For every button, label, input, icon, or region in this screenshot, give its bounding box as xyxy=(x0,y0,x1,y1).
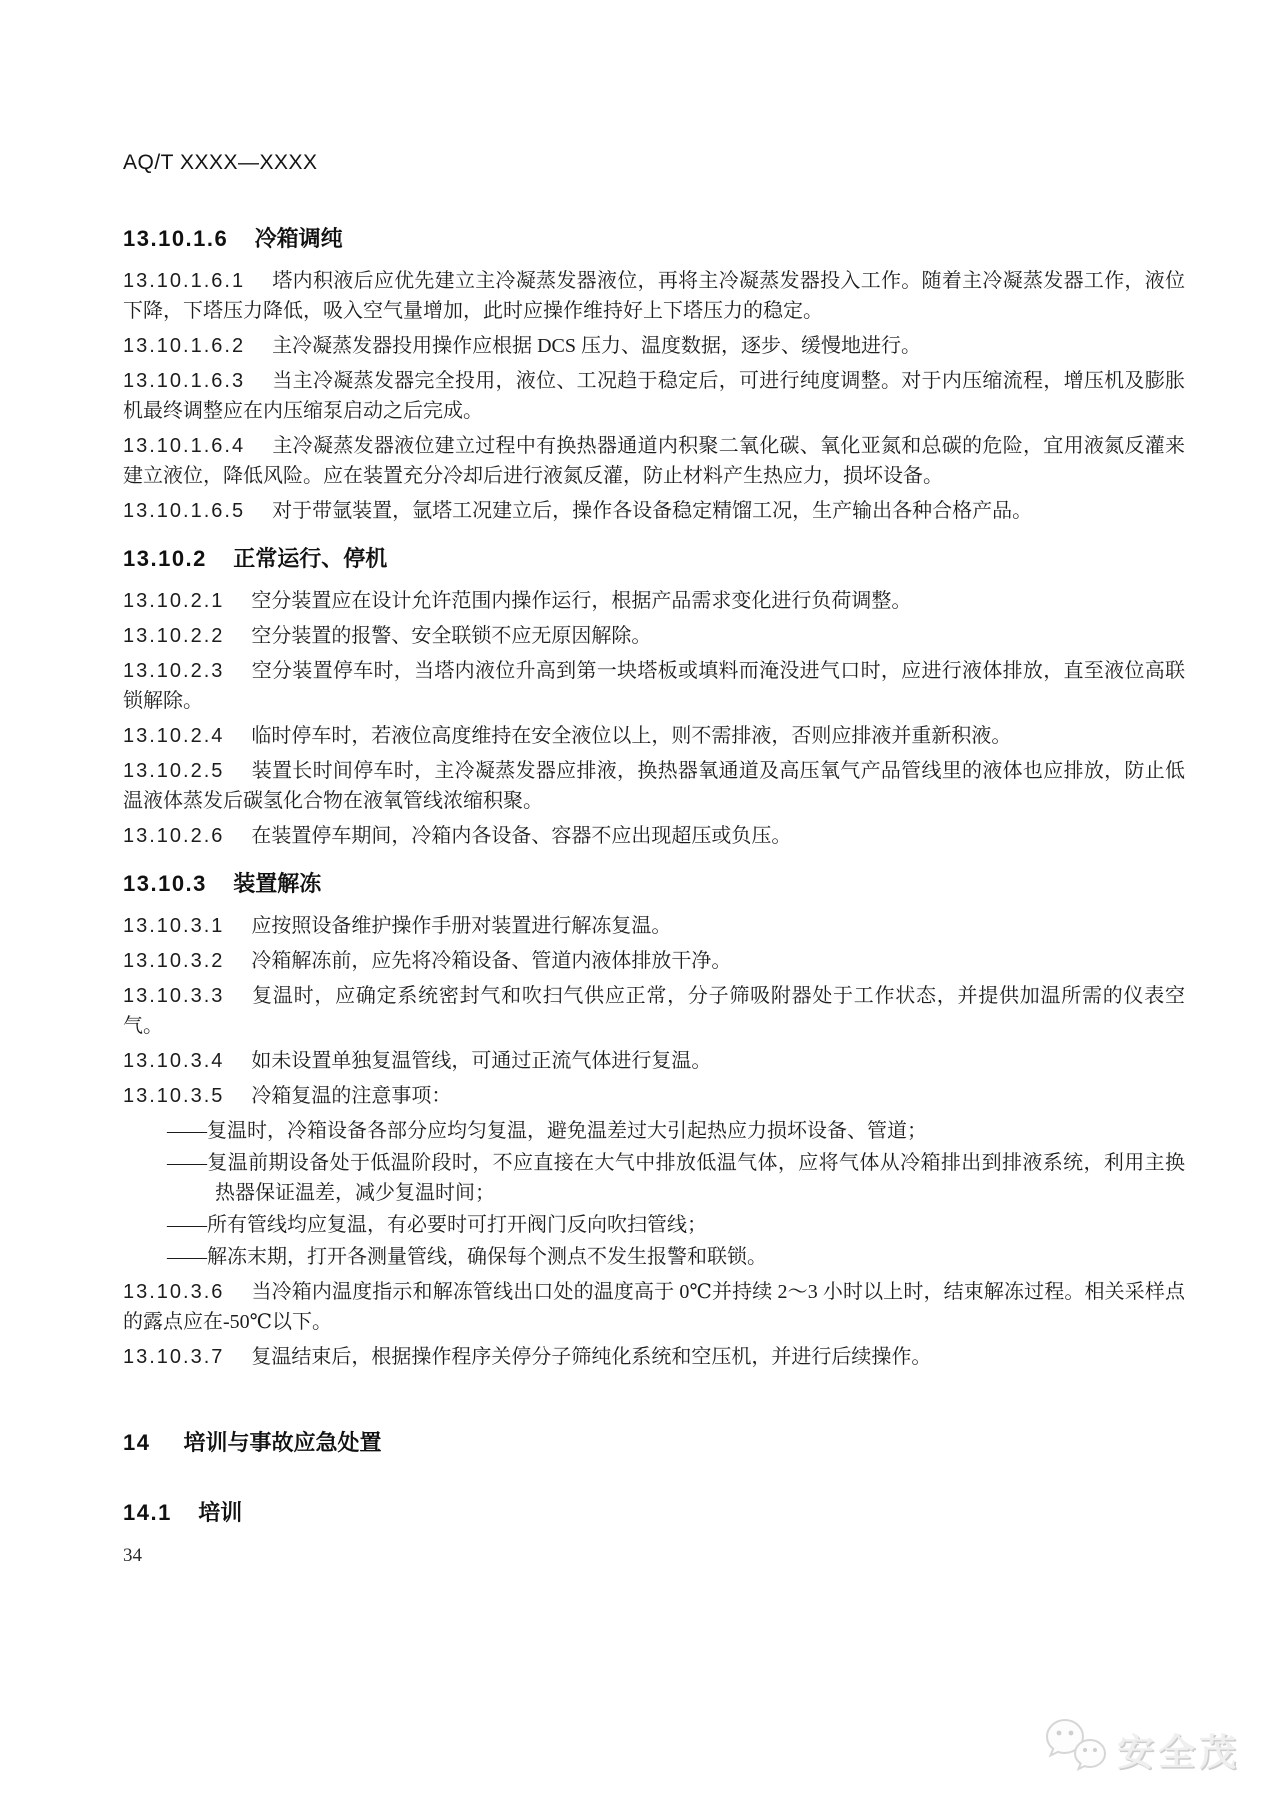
heading-title: 装置解冻 xyxy=(233,871,322,896)
clause-13-10-2-1 xyxy=(123,586,1185,616)
doc-code: AQ/T XXXX—XXXX xyxy=(123,151,318,174)
clause-13-10-1-6-1 xyxy=(123,266,1185,326)
clause-number: 13.10.1.6.5 xyxy=(123,500,246,522)
dash-item: ——解冻末期，打开各测量管线，确保每个测点不发生报警和联锁。 xyxy=(167,1246,767,1268)
section-heading-14-1 xyxy=(123,1498,1185,1528)
section-heading-13-10-3 xyxy=(123,869,1185,899)
heading-number: 13.10.2 xyxy=(123,546,207,571)
dash-item: ——复温时，冷箱设备各部分应均匀复温，避免温差过大引起热应力损坏设备、管道； xyxy=(167,1120,927,1142)
clause-number: 13.10.1.6.2 xyxy=(123,335,246,357)
clause-13-10-3-3 xyxy=(123,981,1185,1041)
clause-number: 13.10.3.3 xyxy=(123,985,225,1007)
section-heading-13-10-1-6 xyxy=(123,224,1185,254)
clause-13-10-1-6-4 xyxy=(123,431,1185,491)
clause-number: 13.10.1.6.1 xyxy=(123,270,246,292)
clause-13-10-2-6 xyxy=(123,821,1185,851)
page-number: 34 xyxy=(123,1545,142,1566)
clause-13-10-1-6-2 xyxy=(123,331,1185,361)
dash-item: ——所有管线均应复温，有必要时可打开阀门反向吹扫管线； xyxy=(167,1214,707,1236)
clause-13-10-2-5 xyxy=(123,756,1185,816)
clause-13-10-3-6 xyxy=(123,1277,1185,1337)
dash-item: ——复温前期设备处于低温阶段时，不应直接在大气中排放低温气体，应将气体从冷箱排出到排液系统，利用主换热器保证温差，减少复温时间； xyxy=(167,1152,1185,1204)
clause-text: 主冷凝蒸发器投用操作应根据 DCS 压力、温度数据，逐步、缓慢地进行。 xyxy=(272,335,921,357)
clause-number: 13.10.3.2 xyxy=(123,950,225,972)
clause-13-10-1-6-5 xyxy=(123,496,1185,526)
clause-text: 对于带氩装置，氩塔工况建立后，操作各设备稳定精馏工况，生产输出各种合格产品。 xyxy=(272,500,1033,522)
clause-text: 空分装置停车时，当塔内液位升高到第一块塔板或填料而淹没进气口时，应进行液体排放，直至液位高联锁解除。 xyxy=(123,660,1185,712)
clause-13-10-3-2 xyxy=(123,946,1185,976)
clause-number: 13.10.2.1 xyxy=(123,590,225,612)
clause-number: 13.10.3.5 xyxy=(123,1085,225,1107)
clause-number: 13.10.3.4 xyxy=(123,1050,225,1072)
heading-number: 14 xyxy=(123,1430,151,1455)
clause-number: 13.10.2.2 xyxy=(123,625,225,647)
clause-text: 临时停车时，若液位高度维持在安全液位以上，则不需排液，否则应排液并重新积液。 xyxy=(251,725,1012,747)
clause-number: 13.10.2.6 xyxy=(123,825,225,847)
clause-text: 当冷箱内温度指示和解冻管线出口处的温度高于 0℃并持续 2～3 小时以上时，结束解冻过程。相关采样点的露点应在-50℃以下。 xyxy=(123,1281,1185,1333)
heading-number: 13.10.3 xyxy=(123,871,207,896)
clause-number: 13.10.1.6.3 xyxy=(123,370,246,392)
clause-number: 13.10.3.7 xyxy=(123,1346,225,1368)
wechat-icon xyxy=(1045,1719,1107,1778)
watermark-text: 安全茂 xyxy=(1117,1731,1240,1773)
clause-13-10-2-3 xyxy=(123,656,1185,716)
heading-title: 培训与事故应急处置 xyxy=(183,1430,382,1455)
clause-text: 空分装置的报警、安全联锁不应无原因解除。 xyxy=(251,625,652,647)
clause-13-10-1-6-3 xyxy=(123,366,1185,426)
clause-13-10-3-7 xyxy=(123,1342,1185,1372)
clause-13-10-2-2 xyxy=(123,621,1185,651)
clause-number: 13.10.1.6.4 xyxy=(123,435,246,457)
section-heading-13-10-2 xyxy=(123,544,1185,574)
clause-number: 13.10.3.6 xyxy=(123,1281,225,1303)
clause-number: 13.10.2.3 xyxy=(123,660,225,682)
clause-number: 13.10.2.5 xyxy=(123,760,225,782)
heading-number: 13.10.1.6 xyxy=(123,226,229,251)
clause-text: 如未设置单独复温管线，可通过正流气体进行复温。 xyxy=(251,1050,712,1072)
heading-title: 培训 xyxy=(198,1500,243,1525)
clause-13-10-3-4 xyxy=(123,1046,1185,1076)
clause-text: 在装置停车期间，冷箱内各设备、容器不应出现超压或负压。 xyxy=(251,825,792,847)
heading-title: 正常运行、停机 xyxy=(233,546,388,571)
watermark xyxy=(1045,1719,1240,1778)
heading-number: 14.1 xyxy=(123,1500,172,1525)
clause-text: 应按照设备维护操作手册对装置进行解冻复温。 xyxy=(251,915,672,937)
clause-text: 装置长时间停车时，主冷凝蒸发器应排液，换热器氧通道及高压氧气产品管线里的液体也应排放，防止低温液体蒸发后碳氢化合物在液氧管线浓缩积聚。 xyxy=(123,760,1185,812)
clause-number: 13.10.2.4 xyxy=(123,725,225,747)
clause-text: 复温时，应确定系统密封气和吹扫气供应正常，分子筛吸附器处于工作状态，并提供加温所需的仪表空气。 xyxy=(123,985,1185,1037)
heading-title: 冷箱调纯 xyxy=(254,226,343,251)
chapter-heading-14 xyxy=(123,1428,1185,1458)
clause-text: 当主冷凝蒸发器完全投用，液位、工况趋于稳定后，可进行纯度调整。对于内压缩流程，增压机及膨胀机最终调整应在内压缩泵启动之后完成。 xyxy=(123,370,1185,422)
clause-text: 主冷凝蒸发器液位建立过程中有换热器通道内积聚二氧化碳、氧化亚氮和总碳的危险，宜用液氮反灌来建立液位，降低风险。应在装置充分冷却后进行液氮反灌，防止材料产生热应力，损坏设备。 xyxy=(123,435,1185,487)
clause-text: 塔内积液后应优先建立主冷凝蒸发器液位，再将主冷凝蒸发器投入工作。随着主冷凝蒸发器工作，液位下降，下塔压力降低，吸入空气量增加，此时应操作维持好上下塔压力的稳定。 xyxy=(123,270,1185,322)
clause-text: 冷箱解冻前，应先将冷箱设备、管道内液体排放干净。 xyxy=(251,950,732,972)
clause-13-10-2-4 xyxy=(123,721,1185,751)
clause-13-10-3-5 xyxy=(123,1081,1185,1111)
clause-number: 13.10.3.1 xyxy=(123,915,225,937)
clause-13-10-3-1 xyxy=(123,911,1185,941)
clause-text: 冷箱复温的注意事项： xyxy=(251,1085,452,1107)
clause-text: 空分装置应在设计允许范围内操作运行，根据产品需求变化进行负荷调整。 xyxy=(251,590,912,612)
clause-text: 复温结束后，根据操作程序关停分子筛纯化系统和空压机，并进行后续操作。 xyxy=(251,1346,932,1368)
